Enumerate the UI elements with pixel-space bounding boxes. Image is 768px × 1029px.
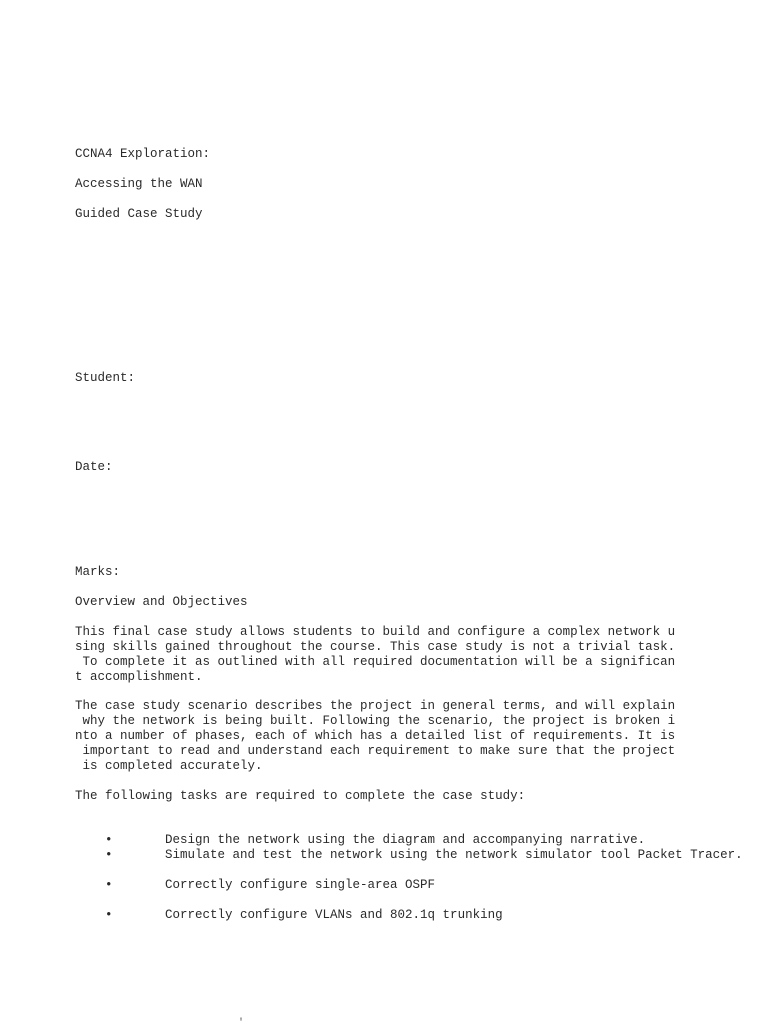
student-label: Student:: [75, 371, 136, 385]
overview-paragraph-2: The case study scenario describes the project in general terms, and will explain why the network is being built. Following the scenario, the project is broken i nto a number of phases, each of which has a detailed list of requirements. It is important to read and understand each requirement to make sure that the project is completed accurately.: [75, 699, 676, 773]
task-text: Simulate and test the network using the network simulator tool Packet Tracer.: [165, 848, 743, 862]
course-subtitle: Accessing the WAN: [75, 177, 203, 191]
task-text: Correctly configure single-area OSPF: [165, 878, 436, 892]
course-title: CCNA4 Exploration:: [75, 147, 211, 161]
task-text: Correctly configure VLANs and 802.1q trunking: [165, 908, 503, 922]
overview-paragraph-1: This final case study allows students to build and configure a complex network u sing skills gained throughout the course. This case study is not a trivial task. To complete it as outlined with all required documentation will be a significan t accomplishment.: [75, 625, 676, 684]
stray-mark: ': [238, 1018, 245, 1029]
bullet-icon: •: [105, 833, 113, 847]
date-label: Date:: [75, 460, 113, 474]
task-text: Design the network using the diagram and accompanying narrative.: [165, 833, 646, 847]
bullet-icon: •: [105, 908, 113, 922]
bullet-icon: •: [105, 848, 113, 862]
task-item: [75, 893, 503, 938]
section-heading: Overview and Objectives: [75, 595, 248, 609]
tasks-intro: The following tasks are required to complete the case study:: [75, 789, 526, 803]
bullet-icon: •: [105, 878, 113, 892]
marks-label: Marks:: [75, 565, 121, 579]
document-type: Guided Case Study: [75, 207, 203, 221]
